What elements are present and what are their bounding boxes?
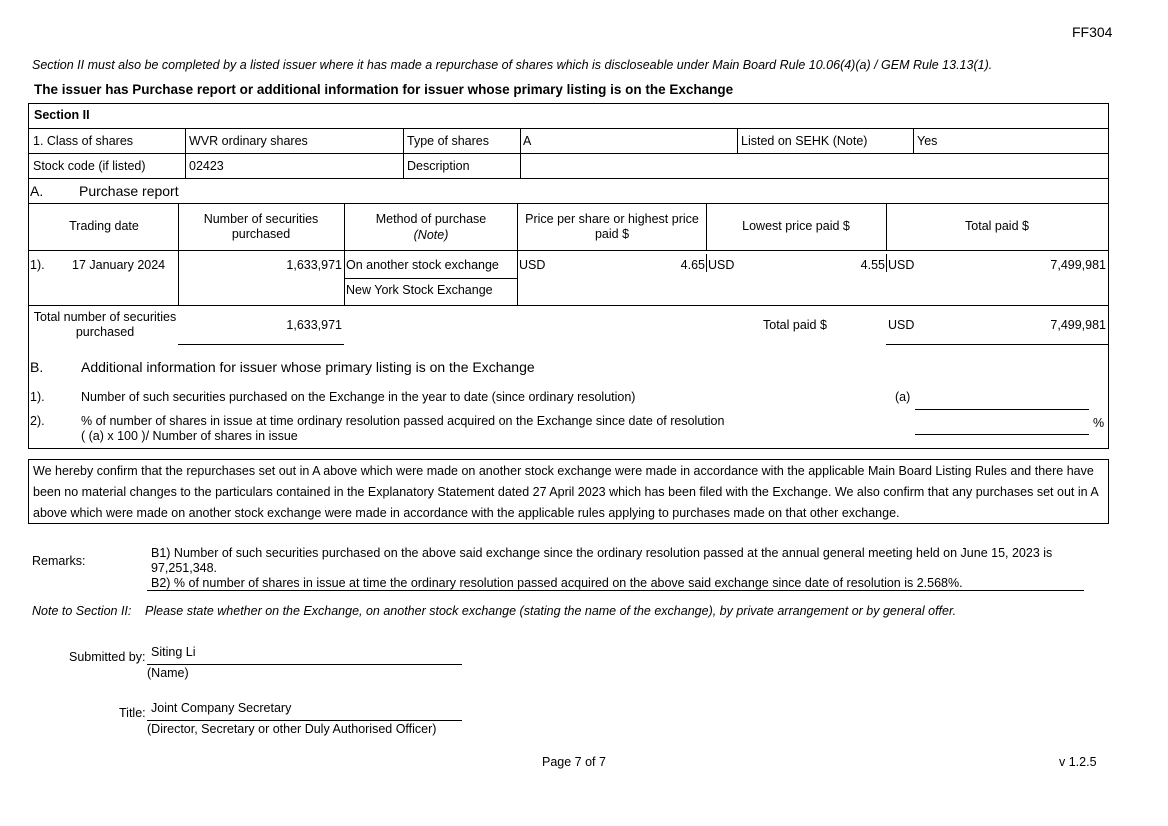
remarks-label: Remarks: xyxy=(32,554,86,568)
stock-code-label: Stock code (if listed) xyxy=(33,159,146,173)
type-of-shares-value: A xyxy=(523,134,532,148)
type-of-shares-label: Type of shares xyxy=(407,134,489,148)
title-caption: (Director, Secretary or other Duly Authorised Officer) xyxy=(147,722,437,736)
header-number-purchased: Number of securities purchased xyxy=(203,212,319,241)
row-exchange: New York Stock Exchange xyxy=(346,283,493,297)
submitter-title: Joint Company Secretary xyxy=(151,701,292,715)
note-label: Note to Section II: xyxy=(32,604,132,618)
title-label: Title: xyxy=(119,706,146,720)
header-method: Method of purchase xyxy=(375,212,487,226)
row-number-purchased: 1,633,971 xyxy=(286,258,342,272)
row-trading-date: 17 January 2024 xyxy=(72,258,166,272)
listed-sehk-label: Listed on SEHK (Note) xyxy=(741,134,868,148)
part-b-title: Additional information for issuer whose primary listing is on the Exchange xyxy=(81,359,535,375)
report-heading: The issuer has Purchase report or additional information for issuer whose primary listing is on the Exchange xyxy=(34,82,734,97)
part-a-letter: A. xyxy=(30,183,44,199)
listed-sehk-value: Yes xyxy=(917,134,938,148)
header-lowest-price: Lowest price paid $ xyxy=(742,219,850,233)
confirmation-line2: been no material changes to the particulars contained in the Explanatory Statement dated 27 April 2023 which has been filed with the Exchange. We also confirm that any purchases set out in A xyxy=(33,485,1099,499)
row-index: 1). xyxy=(30,258,45,272)
part-b-item2-text-line2: ( (a) x 100 )/ Number of shares in issue xyxy=(81,429,298,443)
version: v 1.2.5 xyxy=(1059,755,1097,769)
header-trading-date: Trading date xyxy=(69,219,139,233)
note-text: Please state whether on the Exchange, on another stock exchange (stating the name of the exchange), by private arrangement or by general offer. xyxy=(145,604,957,618)
part-b-item2-unit: % xyxy=(1093,416,1105,430)
row-low-value: 4.55 xyxy=(860,258,885,272)
form-code: FF304 xyxy=(1072,24,1113,40)
row-total-currency: USD xyxy=(888,258,915,272)
confirmation-line1: We hereby confirm that the repurchases set out in A above which were made on another stock exchange were made in accordance with the applicable Main Board Listing Rules and there have xyxy=(33,464,1094,478)
total-paid-currency: USD xyxy=(888,318,915,332)
confirmation-line3: above which were made on another stock exchange were made in accordance with the applicable rules applying to purchases made on that other exchange. xyxy=(33,506,900,520)
class-of-shares-value: WVR ordinary shares xyxy=(189,134,308,148)
remarks-b2: B2) % of number of shares in issue at time the ordinary resolution passed acquired on the above said exchange since date of resolution is 2.568%. xyxy=(151,576,963,590)
class-of-shares-label: 1. Class of shares xyxy=(33,134,134,148)
row-low-currency: USD xyxy=(708,258,735,272)
name-caption: (Name) xyxy=(147,666,189,680)
submitter-name: Siting Li xyxy=(151,645,196,659)
page-number: Page 7 of 7 xyxy=(542,755,606,769)
description-label: Description xyxy=(407,159,470,173)
total-number-value: 1,633,971 xyxy=(286,318,342,332)
total-paid-value: 7,499,981 xyxy=(1050,318,1106,332)
row-high-value: 4.65 xyxy=(680,258,705,272)
section-title: Section II xyxy=(34,108,90,122)
header-total-paid: Total paid $ xyxy=(965,219,1029,233)
row-total-value: 7,499,981 xyxy=(1050,258,1106,272)
remarks-b1-line1: B1) Number of such securities purchased on the above said exchange since the ordinary resolution passed at the annual general meeting held on June 15, 2023 is xyxy=(151,546,1053,560)
intro-note: Section II must also be completed by a listed issuer where it has made a repurchase of shares which is discloseable under Main Board Rule 10.06(4)(a) / GEM Rule 13.13(1). xyxy=(32,58,993,72)
part-b-item1-text: Number of such securities purchased on the Exchange in the year to date (since ordinary resolution) xyxy=(81,390,636,404)
part-b-item1-marker: (a) xyxy=(895,390,911,404)
total-number-label: Total number of securities purchased xyxy=(33,310,177,339)
part-a-title: Purchase report xyxy=(79,183,179,199)
part-b-letter: B. xyxy=(30,359,44,375)
stock-code-value: 02423 xyxy=(189,159,224,173)
part-b-item2-index: 2). xyxy=(30,414,45,428)
part-b-item1-index: 1). xyxy=(30,390,45,404)
remarks-b1-line2: 97,251,348. xyxy=(151,561,218,575)
row-method: On another stock exchange xyxy=(346,258,499,272)
submitted-by-label: Submitted by: xyxy=(69,650,146,664)
row-high-currency: USD xyxy=(519,258,546,272)
header-method-note: (Note) xyxy=(413,228,449,242)
header-highest-price: Price per share or highest price paid $ xyxy=(525,212,699,241)
part-b-item2-text-line1: % of number of shares in issue at time ordinary resolution passed acquired on the Exchange since date of resolution xyxy=(81,414,725,428)
total-paid-label: Total paid $ xyxy=(763,318,827,332)
